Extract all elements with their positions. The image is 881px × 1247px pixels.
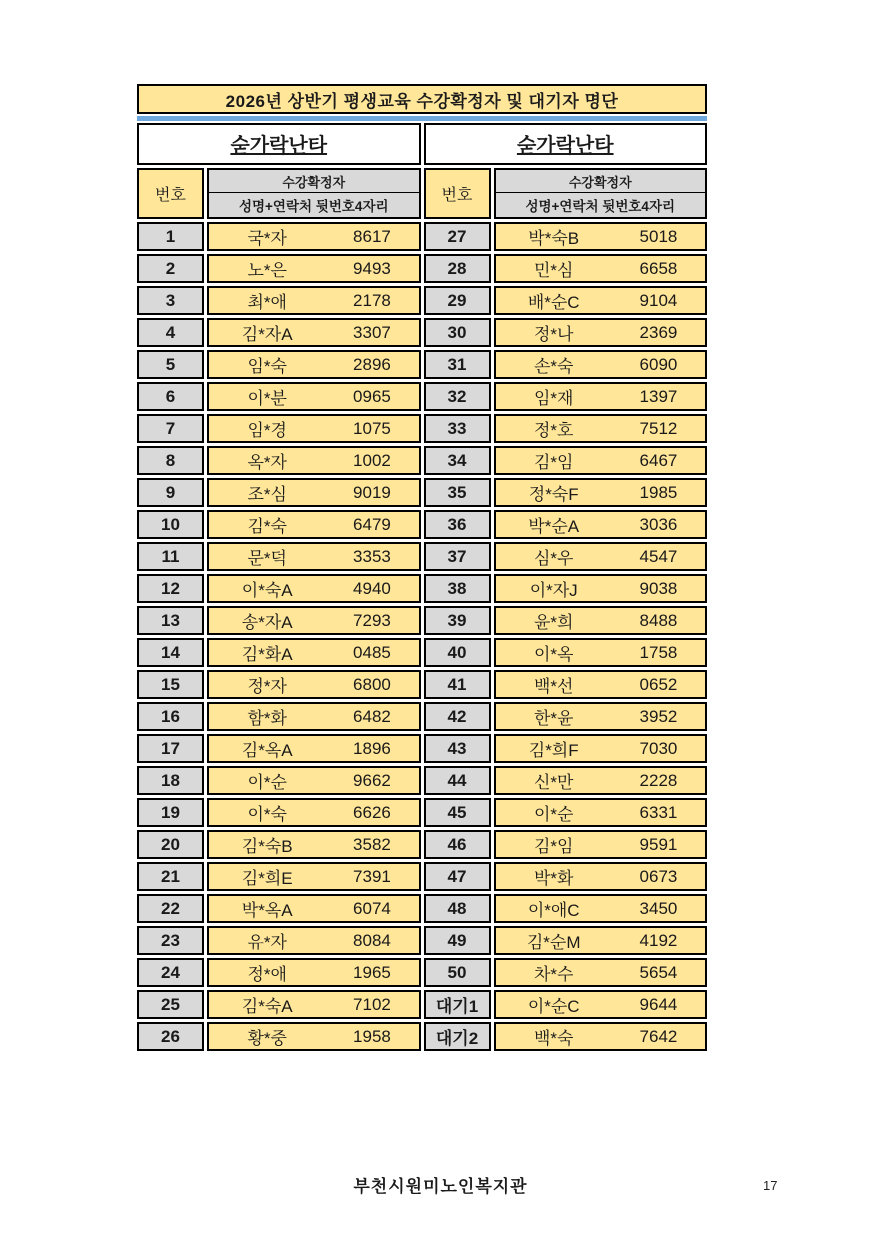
contact-digits: 3353 [353,546,391,566]
table-row [424,926,708,955]
row-number-cell: 35 [424,478,491,507]
name-contact-label: 성명+연락처 뒷번호4자리 [525,199,676,214]
table-row [424,510,708,539]
row-value-cell [207,926,421,955]
row-number-cell: 11 [137,542,204,571]
participant-name: 이*순C [527,997,580,1016]
row-number-cell: 43 [424,734,491,763]
row-number-cell: 47 [424,862,491,891]
row-number-cell: 2 [137,254,204,283]
table-row [137,414,421,443]
row-number-cell: 31 [424,350,491,379]
contact-digits: 8084 [353,930,391,950]
row-number-cell: 대기1 [424,990,491,1019]
contact-digits: 6090 [639,354,678,374]
row-value-cell [207,766,421,795]
contact-digits: 6479 [353,514,391,534]
row-value-cell [494,222,708,251]
row-number-cell: 36 [424,510,491,539]
table-row [424,702,708,731]
row-number-cell: 14 [137,638,204,667]
row-value-cell [207,414,421,443]
participant-name: 이*순 [533,805,574,824]
column-headers-left [137,168,421,219]
row-value-cell [494,1022,708,1051]
table-row [137,510,421,539]
participant-name: 백*숙 [533,1029,574,1048]
name-contact-label: 성명+연락처 뒷번호4자리 [238,199,389,214]
row-list-left [137,222,421,1051]
participant-name: 이*숙A [241,581,293,600]
contact-digits: 1896 [353,738,391,758]
contact-digits: 2369 [639,322,678,342]
table-row [137,638,421,667]
page-number: 17 [763,1178,778,1193]
contact-digits: 6626 [353,802,391,822]
row-number-cell: 28 [424,254,491,283]
row-number-cell: 26 [137,1022,204,1051]
participant-name: 김*임 [533,453,574,472]
contact-digits: 1002 [353,450,391,470]
contact-digits: 1965 [353,962,391,982]
table-row [424,1022,708,1051]
participant-name: 김*희F [528,741,579,760]
confirmed-label: 수강확정자 [209,170,419,193]
contact-digits: 7391 [353,866,391,886]
table-row [137,926,421,955]
row-value-cell [494,638,708,667]
row-value-cell [494,734,708,763]
roster-right [424,123,708,1051]
contact-digits: 1958 [353,1026,391,1046]
row-number-cell: 49 [424,926,491,955]
table-row [137,254,421,283]
participant-name: 김*임 [533,837,574,856]
contact-digits: 5654 [639,962,678,982]
table-row [424,446,708,475]
contact-digits: 9019 [353,482,391,502]
participant-name: 황*중 [247,1029,287,1048]
table-row [424,958,708,987]
participant-name: 정*나 [533,325,574,344]
table-row [137,894,421,923]
confirmed-column-header [207,168,421,219]
table-row [424,574,708,603]
row-number-cell: 1 [137,222,204,251]
participant-name: 옥*자 [247,453,287,472]
table-row [137,574,421,603]
row-value-cell [207,574,421,603]
confirmed-label: 수강확정자 [496,170,706,193]
contact-digits: 2178 [353,290,391,310]
row-number-cell: 44 [424,766,491,795]
table-row [137,382,421,411]
participant-name: 문*덕 [247,549,287,568]
row-number-cell: 46 [424,830,491,859]
row-value-cell [494,798,708,827]
participant-name: 배*순C [527,293,580,312]
row-number-cell: 19 [137,798,204,827]
row-number-cell: 4 [137,318,204,347]
row-value-cell [207,606,421,635]
table-row [137,478,421,507]
row-value-cell [207,830,421,859]
row-value-cell [494,926,708,955]
contact-digits: 6467 [639,450,678,470]
contact-digits: 0965 [353,386,391,406]
row-number-cell: 13 [137,606,204,635]
page-title: 2026년 상반기 평생교육 수강확정자 및 대기자 명단 [137,84,707,114]
table-row [424,638,708,667]
row-value-cell [207,478,421,507]
row-value-cell [207,382,421,411]
participant-name: 노*은 [247,261,287,280]
contact-digits: 6331 [639,802,678,822]
row-value-cell [494,670,708,699]
contact-digits: 3036 [639,514,678,534]
row-value-cell [494,574,708,603]
row-number-cell: 8 [137,446,204,475]
table-row [424,862,708,891]
contact-digits: 4547 [639,546,678,566]
participant-name: 정*애 [247,965,287,984]
participant-name: 이*자J [529,581,578,600]
participant-name: 이*애C [527,901,580,920]
table-row [424,478,708,507]
row-value-cell [494,382,708,411]
participant-name: 김*화A [241,645,293,664]
contact-digits: 6658 [639,258,678,278]
number-column-header: 번호 [137,168,204,219]
contact-digits: 3307 [353,322,391,342]
contact-digits: 1075 [353,418,391,438]
row-value-cell [207,958,421,987]
row-number-cell: 12 [137,574,204,603]
row-number-cell: 15 [137,670,204,699]
row-value-cell [494,254,708,283]
participant-name: 백*선 [533,677,574,696]
contact-digits: 5018 [639,226,678,246]
participant-name: 이*분 [247,389,287,408]
row-value-cell [494,606,708,635]
row-value-cell [207,990,421,1019]
row-number-cell: 대기2 [424,1022,491,1051]
row-number-cell: 32 [424,382,491,411]
contact-digits: 9591 [639,834,678,854]
row-number-cell: 20 [137,830,204,859]
participant-name: 김*숙A [241,997,293,1016]
row-number-cell: 23 [137,926,204,955]
table-row [424,286,708,315]
contact-digits: 0485 [353,642,391,662]
row-number-cell: 30 [424,318,491,347]
table-row [424,606,708,635]
row-value-cell [207,350,421,379]
row-value-cell [494,990,708,1019]
row-value-cell [494,894,708,923]
participant-name: 정*자 [247,677,287,696]
participant-name: 박*옥A [241,901,293,920]
participant-name: 정*숙F [528,485,579,504]
participant-name: 차*수 [533,965,574,984]
participant-name: 한*윤 [533,709,574,728]
contact-digits: 3450 [639,898,678,918]
participant-name: 신*만 [533,773,574,792]
row-value-cell [494,350,708,379]
table-row [424,318,708,347]
contact-digits: 7102 [353,994,391,1014]
row-value-cell [494,478,708,507]
row-number-cell: 45 [424,798,491,827]
row-number-cell: 29 [424,286,491,315]
row-value-cell [207,254,421,283]
table-row [137,670,421,699]
contact-digits: 1985 [639,482,678,502]
participant-name: 김*순M [526,933,581,952]
participant-name: 임*재 [533,389,574,408]
row-value-cell [207,862,421,891]
row-list-right [424,222,708,1051]
confirmed-column-header [494,168,708,219]
participant-name: 박*숙B [528,229,580,248]
contact-digits: 3952 [639,706,678,726]
contact-digits: 9038 [639,578,678,598]
row-number-cell: 39 [424,606,491,635]
participant-name: 이*순 [247,773,287,792]
contact-digits: 2228 [639,770,678,790]
row-value-cell [494,542,708,571]
row-number-cell: 37 [424,542,491,571]
table-row [424,542,708,571]
row-number-cell: 24 [137,958,204,987]
table-row [424,222,708,251]
row-number-cell: 50 [424,958,491,987]
contact-digits: 9662 [353,770,391,790]
row-value-cell [207,542,421,571]
table-row [137,766,421,795]
row-number-cell: 33 [424,414,491,443]
table-row [137,446,421,475]
table-row [137,958,421,987]
row-number-cell: 41 [424,670,491,699]
participant-name: 조*심 [247,485,287,504]
row-value-cell [207,446,421,475]
row-number-cell: 38 [424,574,491,603]
contact-digits: 4940 [353,578,391,598]
row-value-cell [494,318,708,347]
contact-digits: 2896 [353,354,391,374]
contact-digits: 9104 [639,290,678,310]
table-row [137,702,421,731]
row-number-cell: 34 [424,446,491,475]
row-value-cell [207,318,421,347]
row-number-cell: 5 [137,350,204,379]
table-row [137,990,421,1019]
participant-name: 이*숙 [247,805,287,824]
participant-name: 임*숙 [247,357,287,376]
row-number-cell: 27 [424,222,491,251]
table-row [424,766,708,795]
table-row [424,990,708,1019]
participant-name: 김*숙 [247,517,287,536]
row-value-cell [207,510,421,539]
row-value-cell [207,798,421,827]
row-number-cell: 48 [424,894,491,923]
contact-digits: 7512 [639,418,678,438]
row-number-cell: 18 [137,766,204,795]
participant-name: 김*숙B [241,837,293,856]
row-value-cell [494,766,708,795]
row-value-cell [494,702,708,731]
participant-name: 김*옥A [241,741,293,760]
table-row [424,670,708,699]
participant-name: 김*자A [241,325,293,344]
table-row [424,350,708,379]
contact-digits: 4192 [639,930,678,950]
row-value-cell [494,830,708,859]
table-row [137,350,421,379]
row-number-cell: 22 [137,894,204,923]
participant-name: 함*화 [247,709,287,728]
participant-name: 김*희E [241,869,293,888]
course-header-left: 숟가락난타 [137,123,421,165]
contact-digits: 0673 [639,866,678,886]
table-row [137,222,421,251]
contact-digits: 7642 [639,1026,678,1046]
roster-table [137,84,707,1051]
row-value-cell [494,286,708,315]
column-headers-right [424,168,708,219]
table-row [137,862,421,891]
row-number-cell: 16 [137,702,204,731]
table-row [137,542,421,571]
table-row [424,254,708,283]
participant-name: 국*자 [247,229,287,248]
row-value-cell [207,734,421,763]
contact-digits: 6074 [353,898,391,918]
row-value-cell [207,222,421,251]
footer-organization: 부천시원미노인복지관 [353,1177,528,1196]
row-number-cell: 3 [137,286,204,315]
contact-digits: 8488 [639,610,678,630]
table-row [137,734,421,763]
roster-columns [137,123,707,1051]
contact-digits: 6800 [353,674,391,694]
row-value-cell [207,894,421,923]
table-row [424,414,708,443]
table-row [424,382,708,411]
row-number-cell: 6 [137,382,204,411]
row-number-cell: 17 [137,734,204,763]
table-row [137,1022,421,1051]
row-value-cell [494,862,708,891]
row-number-cell: 9 [137,478,204,507]
row-value-cell [207,1022,421,1051]
table-row [137,286,421,315]
contact-digits: 9493 [353,258,391,278]
row-value-cell [207,702,421,731]
contact-digits: 1758 [639,642,678,662]
row-value-cell [494,958,708,987]
row-number-cell: 10 [137,510,204,539]
participant-name: 최*애 [247,293,287,312]
participant-name: 이*옥 [533,645,574,664]
table-row [424,734,708,763]
table-row [424,830,708,859]
table-row [137,606,421,635]
participant-name: 민*심 [533,261,574,280]
contact-digits: 1397 [639,386,678,406]
row-value-cell [207,638,421,667]
table-row [424,798,708,827]
row-value-cell [207,670,421,699]
contact-digits: 8617 [353,226,391,246]
contact-digits: 9644 [639,994,678,1014]
row-number-cell: 42 [424,702,491,731]
title-accent-rule [137,116,707,121]
participant-name: 손*숙 [533,357,574,376]
row-value-cell [494,446,708,475]
participant-name: 윤*희 [533,613,574,632]
contact-digits: 0652 [639,674,678,694]
row-number-cell: 21 [137,862,204,891]
contact-digits: 3582 [353,834,391,854]
number-column-header: 번호 [424,168,491,219]
roster-left [137,123,421,1051]
row-number-cell: 25 [137,990,204,1019]
contact-digits: 7030 [639,738,678,758]
participant-name: 심*우 [533,549,574,568]
participant-name: 박*화 [533,869,574,888]
participant-name: 임*경 [247,421,287,440]
table-row [137,798,421,827]
row-number-cell: 7 [137,414,204,443]
table-row [137,318,421,347]
row-value-cell [494,414,708,443]
table-row [424,894,708,923]
contact-digits: 7293 [353,610,391,630]
row-number-cell: 40 [424,638,491,667]
course-header-right: 숟가락난타 [424,123,708,165]
participant-name: 정*호 [533,421,574,440]
participant-name: 송*자A [241,613,293,632]
row-value-cell [494,510,708,539]
contact-digits: 6482 [353,706,391,726]
row-value-cell [207,286,421,315]
participant-name: 유*자 [247,933,287,952]
participant-name: 박*순A [528,517,580,536]
table-row [137,830,421,859]
